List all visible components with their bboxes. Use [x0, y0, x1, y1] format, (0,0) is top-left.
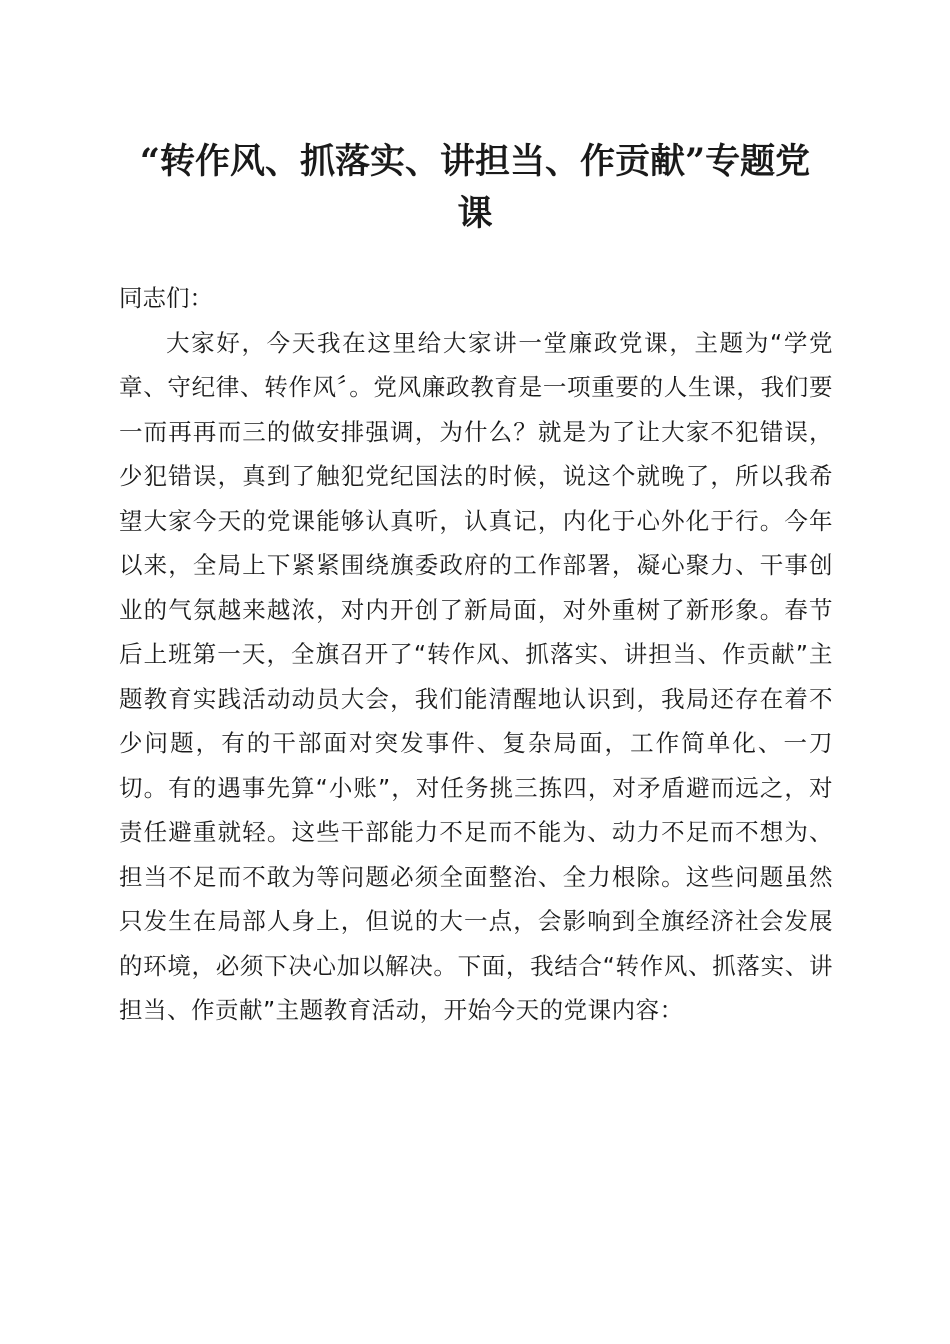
salutation: 同志们： [119, 284, 213, 312]
body-paragraph: 大家好，今天我在这里给大家讲一堂廉政党课，主题为“学党章、守纪律、转作风〞。党风廉政教育是一项重要的人生课，我们要一而再再而三的做安排强调，为什么？就是为了让大家不犯错误，少犯错误，真到了触犯党纪国法的时候，说这个就晚了，所以我希望大家今天的党课能够认真听，认真记，内化于心外化于行。今年以来，全局上下紧紧围绕旗委政府的工作部署，凝心聚力、干事创业的气氛越来越浓，对内开创了新局面，对外重树了新形象。春节后上班第一天，全旗召开了“转作风、抓落实、讲担当、作贡献”主题教育实践活动动员大会，我们能清醒地认识到，我局还存在着不少问题，有的干部面对突发事件、复杂局面，工作简单化、一刀切。有的遇事先算“小账”，对任务挑三拣四，对矛盾避而远之，对责任避重就轻。这些干部能力不足而不能为、动力不足而不想为、担当不足而不敢为等问题必须全面整治、全力根除。这些问题虽然只发生在局部人身上，但说的大一点，会影响到全旗经济社会发展的环境，必须下决心加以解决。下面，我结合“转作风、抓落实、讲担当、作贡献”主题教育活动，开始今天的党课内容： [119, 328, 833, 1024]
document-title [110, 136, 840, 240]
document-body [119, 276, 833, 1033]
title-line-2: 课 [457, 193, 493, 234]
title-line-1: “转作风、抓落实、讲担当、作贡献”专题党 [139, 141, 811, 182]
